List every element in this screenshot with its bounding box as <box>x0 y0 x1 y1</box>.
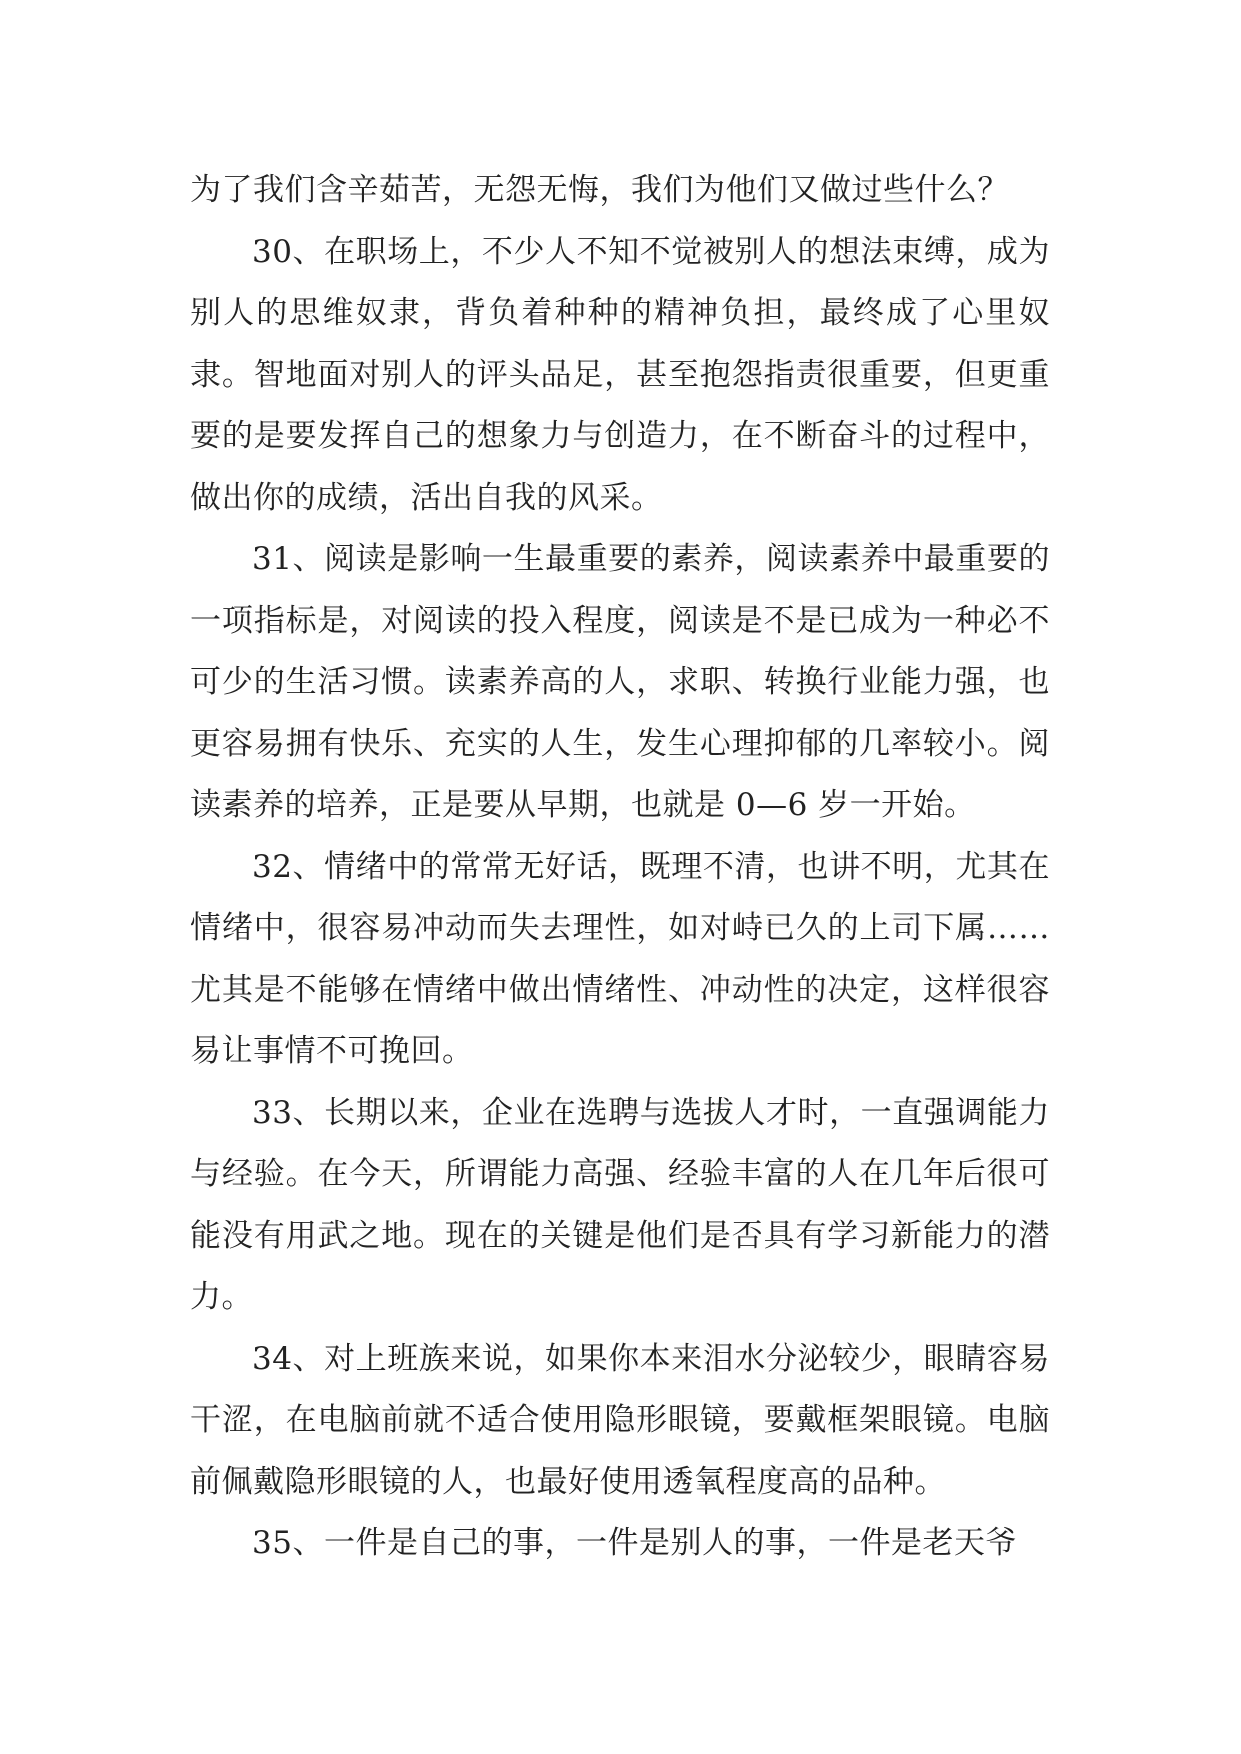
paragraph-continued: 为了我们含辛茹苦，无怨无悔，我们为他们又做过些什么？ <box>190 172 1009 208</box>
paragraph-32: 32、情绪中的常常无好话，既理不清，也讲不明，尤其在情绪中，很容易冲动而失去理性，如对峙已久的上司下属……尤其是不能够在情绪中做出情绪性、冲动性的决定，这样很容易让事情不可挽回。 <box>190 848 1050 1069</box>
paragraph-33: 33、长期以来，企业在选聘与选拔人才时，一直强调能力与经验。在今天，所谓能力高强、经验丰富的人在几年后很可能没有用武之地。现在的关键是他们是否具有学习新能力的潜力。 <box>190 1094 1050 1315</box>
paragraph-31: 31、阅读是影响一生最重要的素养，阅读素养中最重要的一项指标是，对阅读的投入程度，阅读是不是已成为一种必不可少的生活习惯。读素养高的人，求职、转换行业能力强，也更容易拥有快乐、充实的人生，发生心理抑郁的几率较小。阅读素养的培养，正是要从早期，也就是 0—6 岁一开始。 <box>190 541 1050 823</box>
document-body <box>190 160 1050 1575</box>
paragraph-30: 30、在职场上，不少人不知不觉被别人的想法束缚，成为别人的思维奴隶，背负着种种的精神负担，最终成了心里奴隶。智地面对别人的评头品足，甚至抱怨指责很重要，但更重要的是要发挥自己的想象力与创造力，在不断奋斗的过程中，做出你的成绩，活出自我的风采。 <box>190 233 1050 516</box>
paragraph-35: 35、一件是自己的事，一件是别人的事，一件是老天爷 <box>252 1525 1017 1561</box>
paragraph-34: 34、对上班族来说，如果你本来泪水分泌较少，眼睛容易干涩，在电脑前就不适合使用隐形眼镜，要戴框架眼镜。电脑前佩戴隐形眼镜的人，也最好使用透氧程度高的品种。 <box>190 1340 1050 1500</box>
